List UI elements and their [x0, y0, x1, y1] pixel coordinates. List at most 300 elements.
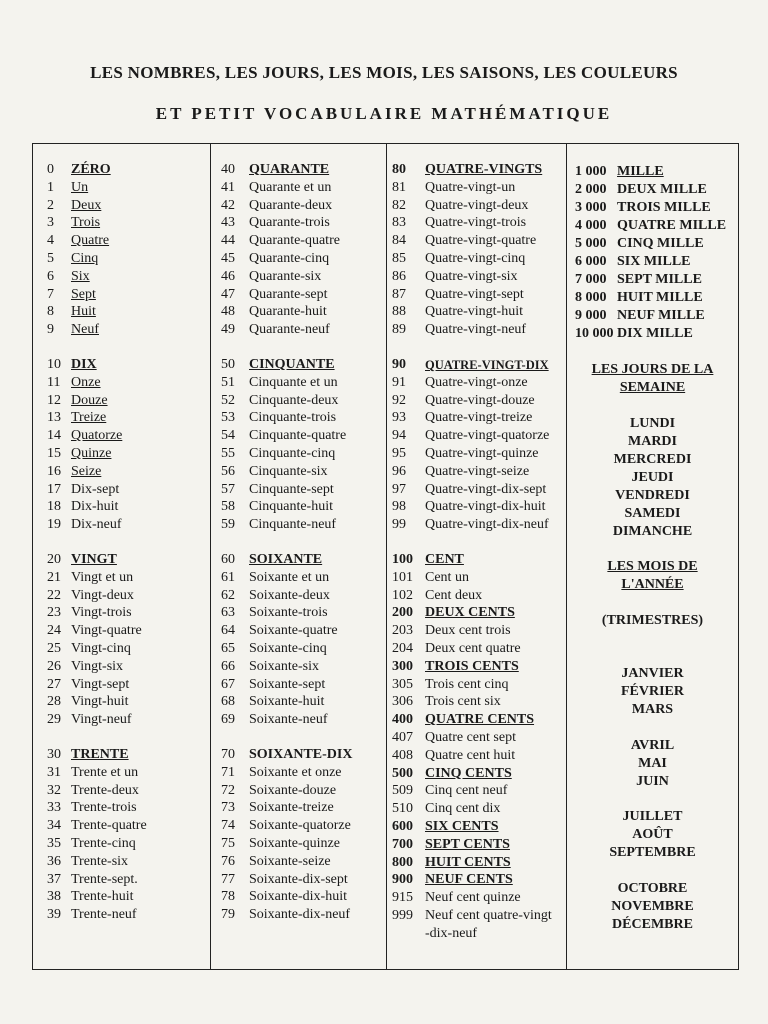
number-row [387, 871, 566, 889]
number-word: TROIS MILLE [617, 200, 711, 215]
number-word: QUATRE CENTS [425, 712, 535, 728]
number-word: Cinquante-deux [249, 392, 339, 408]
number-row [211, 268, 386, 286]
number-row [387, 765, 566, 783]
number-word: Soixante-deux [249, 587, 330, 603]
number-digits: 600 [392, 819, 413, 834]
number-row [567, 199, 738, 217]
number-word: Quarante-cinq [249, 251, 330, 266]
number-word: Seize [71, 463, 102, 479]
number-word: Soixante-dix-huit [249, 889, 347, 905]
number-row [33, 392, 210, 410]
number-word: Trente-cinq [71, 836, 136, 851]
number-digits: 63 [221, 605, 235, 621]
number-row [211, 799, 386, 817]
months-heading: LES MOIS DE [607, 559, 698, 574]
number-row [211, 817, 386, 835]
number-digits: 79 [221, 907, 235, 923]
number-digits: 40 [221, 162, 235, 177]
number-row [387, 214, 566, 232]
number-row [33, 374, 210, 392]
number-digits: 60 [221, 552, 235, 567]
number-row [211, 516, 386, 534]
number-digits: 80 [392, 162, 406, 177]
number-digits: 86 [392, 268, 406, 284]
number-row [211, 658, 386, 676]
number-word: NEUF CENTS [425, 872, 513, 888]
number-word: Vingt-cinq [71, 641, 131, 656]
number-word: Neuf cent quatre-vingt [425, 908, 552, 923]
number-row [211, 888, 386, 906]
number-word: Trois [71, 215, 101, 231]
number-row [33, 640, 210, 658]
number-digits: 95 [392, 446, 406, 461]
number-digits: 408 [392, 747, 413, 763]
number-word: Sept [71, 286, 96, 302]
number-word: TROIS CENTS [425, 658, 519, 674]
number-row [33, 356, 210, 374]
number-word: HUIT MILLE [617, 290, 703, 305]
number-digits: 15 [47, 446, 61, 461]
number-word: Soixante-neuf [249, 712, 328, 728]
number-digits: 33 [47, 800, 61, 816]
number-word: SEPT CENTS [425, 836, 510, 852]
number-digits: 62 [221, 587, 235, 603]
number-digits: 55 [221, 446, 235, 461]
number-row [33, 427, 210, 445]
number-row [33, 764, 210, 782]
number-digits: 54 [221, 428, 235, 444]
number-digits: 30 [47, 747, 61, 762]
number-row [211, 551, 386, 569]
number-word: Quatre-vingt-quinze [425, 446, 539, 461]
number-word: Cinquante-neuf [249, 517, 337, 533]
number-row [211, 161, 386, 179]
number-digits: 61 [221, 569, 235, 585]
number-row [567, 307, 738, 325]
number-digits: 8 000 [575, 290, 607, 305]
number-digits: 52 [221, 392, 235, 408]
number-word: Quatre-vingt-dix-neuf [425, 517, 549, 533]
number-digits: 31 [47, 764, 61, 780]
number-row [211, 587, 386, 605]
number-word: SEPT MILLE [617, 272, 702, 287]
number-digits: 9 [47, 322, 54, 338]
number-digits: 10 [47, 357, 61, 372]
number-digits: 53 [221, 410, 235, 426]
number-row [211, 463, 386, 481]
number-row [567, 271, 738, 289]
number-word: Deux cent trois [425, 623, 511, 639]
number-word: Soixante-dix-neuf [249, 907, 351, 923]
number-row [567, 163, 738, 181]
number-word: Deux cent quatre [425, 641, 521, 656]
number-digits: 87 [392, 286, 406, 302]
months-heading: L'ANNÉE [621, 577, 684, 592]
number-digits: 32 [47, 782, 61, 798]
number-row [211, 427, 386, 445]
number-row [387, 818, 566, 836]
number-row [33, 622, 210, 640]
number-digits: 81 [392, 179, 406, 195]
number-digits: 2 000 [575, 182, 607, 197]
number-digits: 68 [221, 694, 235, 710]
number-row [387, 409, 566, 427]
number-digits: 915 [392, 890, 413, 906]
number-digits: 46 [221, 268, 235, 284]
number-digits: 99 [392, 517, 406, 533]
number-digits: 77 [221, 871, 235, 887]
number-digits: 306 [392, 694, 413, 710]
number-row [387, 747, 566, 765]
column-80-999 [387, 144, 567, 969]
number-row [211, 676, 386, 694]
number-digits: 1 000 [575, 164, 607, 179]
number-word: Cinq cent neuf [425, 783, 508, 799]
number-digits: 509 [392, 783, 413, 799]
number-digits: 42 [221, 197, 235, 213]
number-word: DIX MILLE [617, 326, 693, 341]
number-row [387, 303, 566, 321]
number-row [33, 179, 210, 197]
number-word: Cinquante-quatre [249, 428, 347, 444]
number-row [567, 289, 738, 307]
number-row [211, 321, 386, 339]
number-row [33, 214, 210, 232]
number-digits: 66 [221, 658, 235, 674]
number-row [33, 481, 210, 499]
number-digits: 5 [47, 251, 54, 266]
number-row [211, 286, 386, 304]
number-digits: 407 [392, 730, 413, 745]
number-word: Cinquante-six [249, 463, 328, 479]
number-row [387, 640, 566, 658]
number-word: Vingt-sept [71, 676, 130, 692]
number-word: Quarante-six [249, 268, 322, 284]
number-word: Cinquante-trois [249, 410, 337, 426]
column-thousands-days-months [567, 144, 738, 969]
number-digits: 7 [47, 286, 54, 302]
number-digits: 800 [392, 854, 413, 870]
number-digits: 84 [392, 233, 406, 249]
number-word: Vingt-huit [71, 694, 129, 710]
number-digits: 101 [392, 569, 413, 585]
number-row [387, 179, 566, 197]
number-row [33, 587, 210, 605]
number-row [387, 286, 566, 304]
number-row [33, 888, 210, 906]
number-word: Soixante-douze [249, 782, 337, 798]
number-word: Trente-neuf [71, 907, 137, 923]
month-name: OCTOBRE [617, 881, 688, 896]
number-word: HUIT CENTS [425, 854, 511, 870]
number-word: Quatorze [71, 428, 123, 444]
number-word: QUATRE-VINGTS [425, 162, 543, 177]
number-word: Quatre-vingt-dix-sept [425, 481, 547, 497]
number-word: Vingt et un [71, 569, 134, 585]
number-digits: 3 [47, 215, 54, 231]
number-digits: 47 [221, 286, 235, 302]
number-word: Quatre [71, 233, 110, 249]
number-row [387, 569, 566, 587]
month-name: AVRIL [630, 738, 675, 753]
number-row [211, 232, 386, 250]
number-row [33, 286, 210, 304]
number-row [387, 854, 566, 872]
number-row [211, 782, 386, 800]
number-word: DEUX MILLE [617, 182, 707, 197]
month-name: AOÛT [632, 827, 673, 842]
number-word: Quarante-sept [249, 286, 328, 302]
number-word: Trois cent cinq [425, 676, 509, 692]
number-word: Cinq cent dix [425, 801, 501, 817]
number-row [33, 303, 210, 321]
number-word: Neuf [71, 322, 99, 338]
number-word: Cent deux [425, 587, 483, 603]
number-row [387, 693, 566, 711]
number-row [211, 179, 386, 197]
number-row [33, 445, 210, 463]
number-word: Quatre-vingt-sept [425, 286, 524, 302]
number-row [387, 907, 566, 925]
number-word: NEUF MILLE [617, 308, 705, 323]
number-row [33, 853, 210, 871]
number-digits: 11 [47, 374, 61, 390]
number-word: Quatre-vingt-trois [425, 215, 527, 231]
number-row [567, 253, 738, 271]
number-row [211, 871, 386, 889]
number-row [33, 250, 210, 268]
number-word: Quatre-vingt-deux [425, 197, 529, 213]
number-row [567, 181, 738, 199]
number-digits: 36 [47, 853, 61, 869]
day-name: MERCREDI [613, 452, 692, 467]
number-digits: 38 [47, 889, 61, 905]
number-digits: 100 [392, 552, 413, 567]
number-word: Quatre-vingt-quatorze [425, 428, 550, 444]
number-digits: 400 [392, 712, 413, 728]
month-name: JUIN [636, 774, 669, 789]
number-digits: 25 [47, 641, 61, 656]
days-heading: SEMAINE [619, 380, 686, 395]
number-word: Cent un [425, 569, 469, 585]
number-row [387, 232, 566, 250]
number-word: Quarante-quatre [249, 233, 340, 249]
number-row [33, 321, 210, 339]
number-digits: 18 [47, 499, 61, 515]
number-word: Dix-neuf [71, 517, 122, 533]
number-digits: 26 [47, 658, 61, 674]
number-word: Huit [71, 304, 96, 320]
number-digits: 5 000 [575, 236, 607, 251]
numbers-table [32, 143, 739, 970]
number-word: Quatre-vingt-treize [425, 410, 533, 426]
number-word: Quatre-vingt-neuf [425, 322, 527, 338]
number-row [387, 622, 566, 640]
number-digits: 700 [392, 836, 413, 852]
number-digits: 82 [392, 197, 406, 213]
month-name: SEPTEMBRE [609, 845, 696, 860]
number-digits: 10 000 [575, 326, 614, 341]
number-digits: 41 [221, 179, 235, 195]
number-digits: 59 [221, 517, 235, 533]
number-word: Soixante et onze [249, 764, 342, 780]
number-word: Trois cent six [425, 694, 501, 710]
number-digits: 94 [392, 428, 406, 444]
number-word: Trente-quatre [71, 818, 147, 834]
number-digits: 58 [221, 499, 235, 515]
number-word: Trente-deux [71, 782, 139, 798]
number-digits: 93 [392, 410, 406, 426]
number-row [211, 374, 386, 392]
day-name: JEUDI [631, 470, 674, 485]
number-row [387, 516, 566, 534]
month-name: DÉCEMBRE [612, 917, 693, 932]
number-row [211, 604, 386, 622]
column-0-39 [33, 144, 211, 969]
number-word: Quatre-vingt-onze [425, 374, 528, 390]
number-word: SOIXANTE [249, 552, 323, 567]
number-digits: 39 [47, 907, 61, 923]
number-row [387, 604, 566, 622]
number-word: DIX [71, 357, 97, 372]
number-word: Cinquante-huit [249, 499, 333, 515]
number-row [387, 250, 566, 268]
number-digits: 67 [221, 676, 235, 692]
number-word: CINQ CENTS [425, 765, 512, 781]
number-digits: 49 [221, 322, 235, 338]
number-row [387, 800, 566, 818]
number-digits: 85 [392, 251, 406, 266]
number-row [387, 374, 566, 392]
number-digits: 1 [47, 179, 54, 195]
number-row [33, 658, 210, 676]
number-row [211, 622, 386, 640]
number-word: ZÉRO [71, 162, 111, 177]
number-row [211, 356, 386, 374]
number-digits: 13 [47, 410, 61, 426]
number-digits: 4 [47, 233, 54, 249]
number-row [33, 197, 210, 215]
number-word: QUATRE MILLE [617, 218, 727, 233]
number-digits: 73 [221, 800, 235, 816]
number-row [387, 463, 566, 481]
number-digits: 510 [392, 801, 413, 817]
number-digits: 500 [392, 765, 413, 781]
number-row [567, 325, 738, 343]
number-row [33, 516, 210, 534]
column-40-79 [211, 144, 387, 969]
number-word: Quatre cent sept [425, 730, 516, 745]
number-digits: 300 [392, 658, 413, 674]
number-word: Quatre-vingt-seize [425, 463, 530, 479]
number-word: Soixante-quatre [249, 623, 338, 639]
number-word: Quatre-vingt-douze [425, 392, 535, 408]
number-word: Douze [71, 392, 108, 408]
number-word: Quarante-trois [249, 215, 330, 231]
number-word: Cinquante-sept [249, 481, 334, 497]
number-row [33, 746, 210, 764]
number-word: Deux [71, 197, 102, 213]
number-digits: 6 000 [575, 254, 607, 269]
number-row [387, 587, 566, 605]
number-row [33, 799, 210, 817]
month-name: FÉVRIER [620, 684, 684, 699]
number-word: Vingt-quatre [71, 623, 142, 639]
number-digits: 29 [47, 712, 61, 728]
days-heading: LES JOURS DE LA [591, 362, 714, 377]
page-title-line1: LES NOMBRES, LES JOURS, LES MOIS, LES SAISONS, LES COULEURS [90, 63, 678, 82]
number-row [33, 604, 210, 622]
number-row [211, 640, 386, 658]
number-word: Quarante et un [249, 179, 332, 195]
number-digits: 65 [221, 641, 235, 656]
number-row [33, 232, 210, 250]
number-digits: 74 [221, 818, 235, 834]
number-digits: 89 [392, 322, 406, 338]
number-digits: 97 [392, 481, 406, 497]
number-row [387, 356, 566, 374]
page-title-line2: ET PETIT VOCABULAIRE MATHÉMATIQUE [155, 104, 613, 123]
number-digits: 204 [392, 641, 413, 656]
number-row [211, 392, 386, 410]
number-digits: 203 [392, 623, 413, 639]
number-word: Trente-six [71, 853, 129, 869]
number-word: VINGT [71, 552, 117, 567]
number-row [387, 676, 566, 694]
number-row [211, 693, 386, 711]
number-row [387, 498, 566, 516]
number-word: Vingt-six [71, 658, 124, 674]
number-digits: 27 [47, 676, 61, 692]
number-word: Soixante-quatorze [249, 818, 351, 834]
number-digits: 90 [392, 357, 406, 372]
number-digits: 8 [47, 304, 54, 320]
number-word: Onze [71, 374, 101, 390]
day-name: DIMANCHE [612, 524, 693, 539]
number-row [387, 925, 566, 943]
number-row [387, 551, 566, 569]
number-digits: 76 [221, 853, 235, 869]
number-digits: 83 [392, 215, 406, 231]
number-word: Trente et un [71, 764, 139, 780]
number-row [211, 303, 386, 321]
number-word: -dix-neuf [425, 925, 478, 941]
number-row [387, 268, 566, 286]
number-word: Quatre-vingt-six [425, 268, 518, 284]
trimestres-label: (TRIMESTRES) [601, 613, 704, 628]
number-digits: 98 [392, 499, 406, 515]
number-digits: 14 [47, 428, 61, 444]
number-word: Soixante-sept [249, 676, 326, 692]
number-word: CINQUANTE [249, 357, 335, 372]
number-word: Soixante-cinq [249, 641, 327, 656]
number-word: Soixante-quinze [249, 836, 340, 851]
number-word: Soixante-seize [249, 853, 331, 869]
number-row [211, 498, 386, 516]
number-digits: 45 [221, 251, 235, 266]
number-digits: 75 [221, 836, 235, 851]
number-digits: 57 [221, 481, 235, 497]
number-digits: 3 000 [575, 200, 607, 215]
number-row [33, 551, 210, 569]
number-digits: 56 [221, 463, 235, 479]
number-digits: 64 [221, 623, 235, 639]
number-word: Quinze [71, 446, 112, 461]
number-row [567, 217, 738, 235]
number-word: Cinq [71, 251, 99, 266]
number-row [33, 693, 210, 711]
